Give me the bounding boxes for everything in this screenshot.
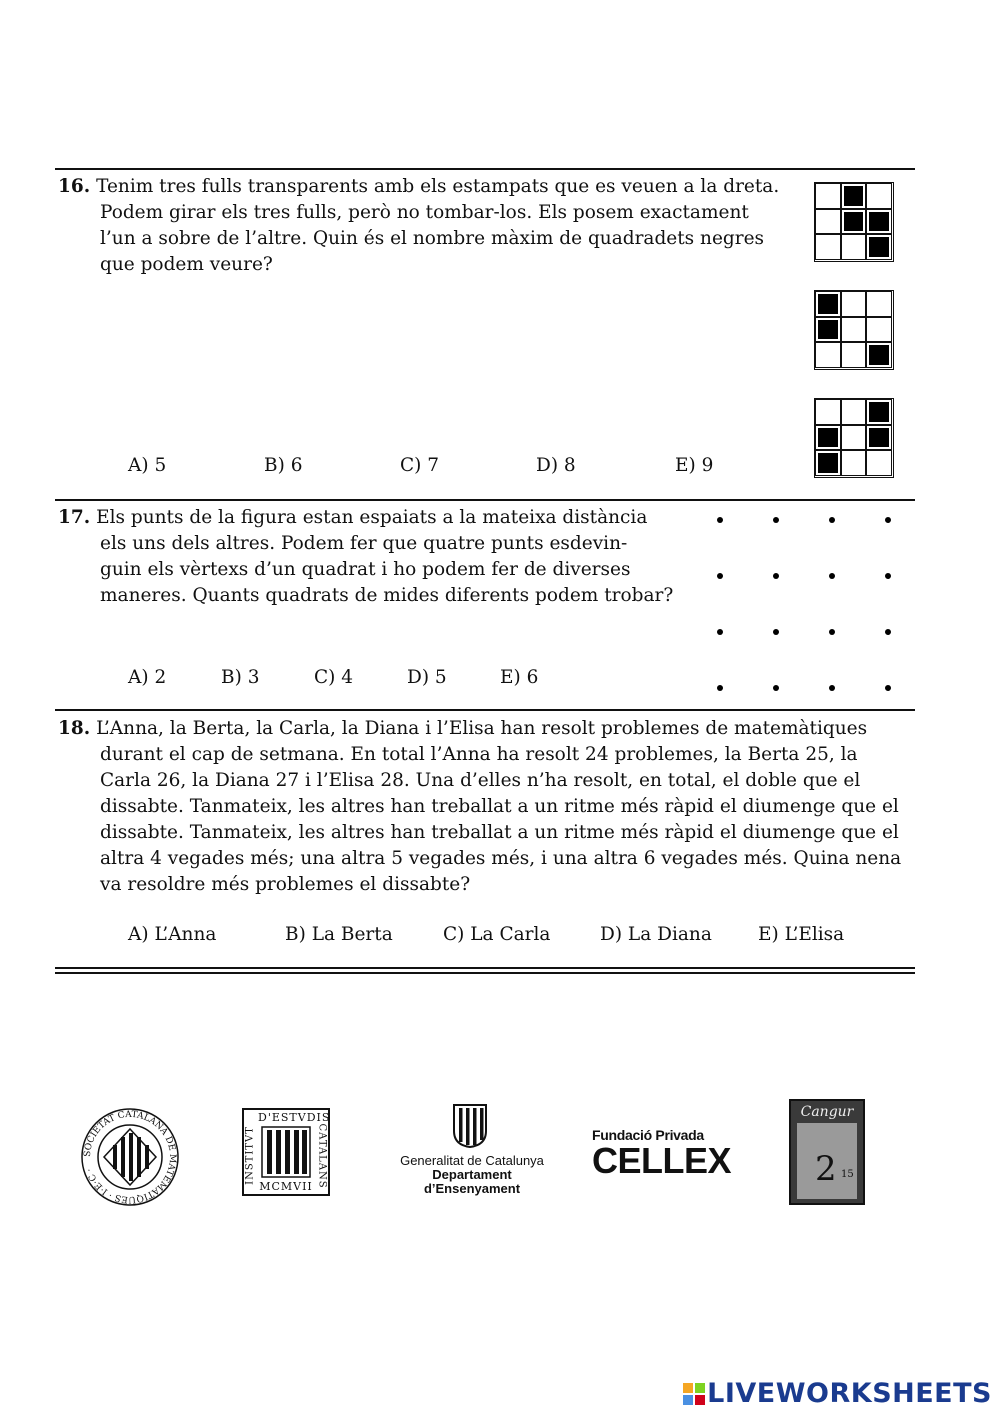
grid-dot xyxy=(829,685,835,691)
grid-dot xyxy=(829,573,835,579)
black-square xyxy=(866,425,892,451)
question-line: Carla 26, la Diana 27 i l’Elisa 28. Una d’elles n’ha resolt, en total, el doble que el xyxy=(100,770,861,791)
rule-17 xyxy=(55,499,915,501)
iec-bottom-text: MCMVII xyxy=(259,1180,313,1193)
option-e[interactable]: E) 6 xyxy=(500,667,539,688)
grid-dot xyxy=(717,517,723,523)
iec-logo xyxy=(242,1108,330,1196)
question-17 xyxy=(58,505,683,609)
pattern-grid-2 xyxy=(814,290,894,370)
rule-top xyxy=(55,168,915,170)
white-square xyxy=(841,342,867,368)
question-line: els uns dels altres. Podem fer que quatre punts esdevin- xyxy=(100,533,628,554)
grid-dot xyxy=(717,629,723,635)
white-square xyxy=(815,399,841,425)
option-c[interactable]: C) La Carla xyxy=(443,924,551,945)
grid-dot xyxy=(885,573,891,579)
scm-ring-text: SOCIETAT CATALANA DE MATEMÀTIQUES · I·E·C · xyxy=(82,1109,178,1205)
white-square xyxy=(841,399,867,425)
question-line: durant el cap de setmana. En total l’Anna ha resolt 24 problemes, la Berta 25, la xyxy=(100,744,858,765)
iec-left-text: INSTITVT xyxy=(244,1126,256,1185)
question-number: 18. xyxy=(58,718,91,739)
black-square xyxy=(815,450,841,476)
option-d[interactable]: D) La Diana xyxy=(600,924,712,945)
question-number: 17. xyxy=(58,507,91,528)
black-square xyxy=(841,209,867,235)
white-square xyxy=(841,425,867,451)
option-e[interactable]: E) 9 xyxy=(675,455,714,476)
question-line: Podem girar els tres fulls, però no tombar-los. Els posem exactament xyxy=(100,202,749,223)
black-square xyxy=(866,342,892,368)
dot-grid xyxy=(712,513,902,698)
liveworksheets-brand[interactable] xyxy=(683,1378,992,1409)
white-square xyxy=(841,450,867,476)
question-line: dissabte. Tanmateix, les altres han treballat a un ritme més ràpid el diumenge que el xyxy=(100,822,899,843)
question-18 xyxy=(58,716,916,898)
question-line: altra 4 vegades més; una altra 5 vegades més, i una altra 6 vegades més. Quina nena xyxy=(100,848,902,869)
white-square xyxy=(866,317,892,343)
gencat-logo xyxy=(392,1103,552,1198)
cangur-title: Cangur xyxy=(800,1104,854,1120)
white-square xyxy=(841,234,867,260)
black-square xyxy=(866,209,892,235)
option-e[interactable]: E) L’Elisa xyxy=(758,924,845,945)
question-line: l’un a sobre de l’altre. Quin és el nombre màxim de quadradets negres xyxy=(100,228,765,249)
rule-bottom-2 xyxy=(55,972,915,974)
option-c[interactable]: C) 4 xyxy=(314,667,354,688)
grid-dot xyxy=(717,573,723,579)
cellex-line1: Fundació Privada xyxy=(592,1127,704,1143)
question-line: va resoldre més problemes el dissabte? xyxy=(100,874,471,895)
iec-top-text: D'ESTVDIS xyxy=(258,1111,331,1124)
cellex-logo xyxy=(592,1127,732,1187)
cangur-number: 2 xyxy=(815,1149,837,1189)
grid-dot xyxy=(773,517,779,523)
scm-seal-logo xyxy=(80,1107,180,1207)
pattern-grid-1 xyxy=(814,182,894,262)
rule-bottom-1 xyxy=(55,967,915,969)
black-square xyxy=(866,399,892,425)
question-line: que podem veure? xyxy=(100,254,273,275)
white-square xyxy=(841,317,867,343)
grid-dot xyxy=(829,517,835,523)
option-d[interactable]: D) 8 xyxy=(536,455,576,476)
option-d[interactable]: D) 5 xyxy=(407,667,447,688)
question-line: maneres. Quants quadrats de mides diferents podem trobar? xyxy=(100,585,674,606)
option-b[interactable]: B) La Berta xyxy=(285,924,393,945)
option-a[interactable]: A) 5 xyxy=(128,455,167,476)
black-square xyxy=(841,183,867,209)
white-square xyxy=(815,342,841,368)
cangur-logo xyxy=(789,1099,865,1205)
white-square xyxy=(815,209,841,235)
question-16 xyxy=(58,174,783,278)
grid-dot xyxy=(773,685,779,691)
option-b[interactable]: B) 6 xyxy=(264,455,303,476)
white-square xyxy=(815,234,841,260)
black-square xyxy=(866,234,892,260)
question-line: guin els vèrtexs d’un quadrat i ho podem fer de diverses xyxy=(100,559,631,580)
option-a[interactable]: A) L’Anna xyxy=(128,924,217,945)
grid-dot xyxy=(717,685,723,691)
question-line: L’Anna, la Berta, la Carla, la Diana i l’Elisa han resolt problemes de matemàtiques xyxy=(96,718,868,739)
rule-18 xyxy=(55,709,915,711)
grid-dot xyxy=(829,629,835,635)
pattern-grid-3 xyxy=(814,398,894,478)
option-b[interactable]: B) 3 xyxy=(221,667,260,688)
white-square xyxy=(866,450,892,476)
grid-dot xyxy=(885,629,891,635)
white-square xyxy=(866,291,892,317)
grid-dot xyxy=(885,517,891,523)
black-square xyxy=(815,425,841,451)
white-square xyxy=(815,183,841,209)
grid-dot xyxy=(773,573,779,579)
black-square xyxy=(815,317,841,343)
gencat-line3: d’Ensenyament xyxy=(423,1181,521,1196)
white-square xyxy=(866,183,892,209)
question-number: 16. xyxy=(58,176,91,197)
option-c[interactable]: C) 7 xyxy=(400,455,440,476)
grid-dot xyxy=(885,685,891,691)
question-line: Els punts de la figura estan espaiats a la mateixa distància xyxy=(96,507,648,528)
question-line: dissabte. Tanmateix, les altres han treballat a un ritme més ràpid el diumenge que el xyxy=(100,796,899,817)
liveworksheets-icon xyxy=(683,1381,705,1403)
cellex-line2: CELLEX xyxy=(592,1140,732,1181)
white-square xyxy=(841,291,867,317)
option-a[interactable]: A) 2 xyxy=(128,667,167,688)
gencat-line2: Departament xyxy=(432,1167,512,1182)
liveworksheets-text: LIVEWORKSHEETS xyxy=(707,1378,992,1409)
iec-right-text: CATALANS xyxy=(316,1123,328,1189)
gencat-line1: Generalitat de Catalunya xyxy=(400,1153,544,1168)
cangur-suffix: 15 xyxy=(841,1169,854,1180)
black-square xyxy=(815,291,841,317)
grid-dot xyxy=(773,629,779,635)
question-line: Tenim tres fulls transparents amb els estampats que es veuen a la dreta. xyxy=(96,176,780,197)
